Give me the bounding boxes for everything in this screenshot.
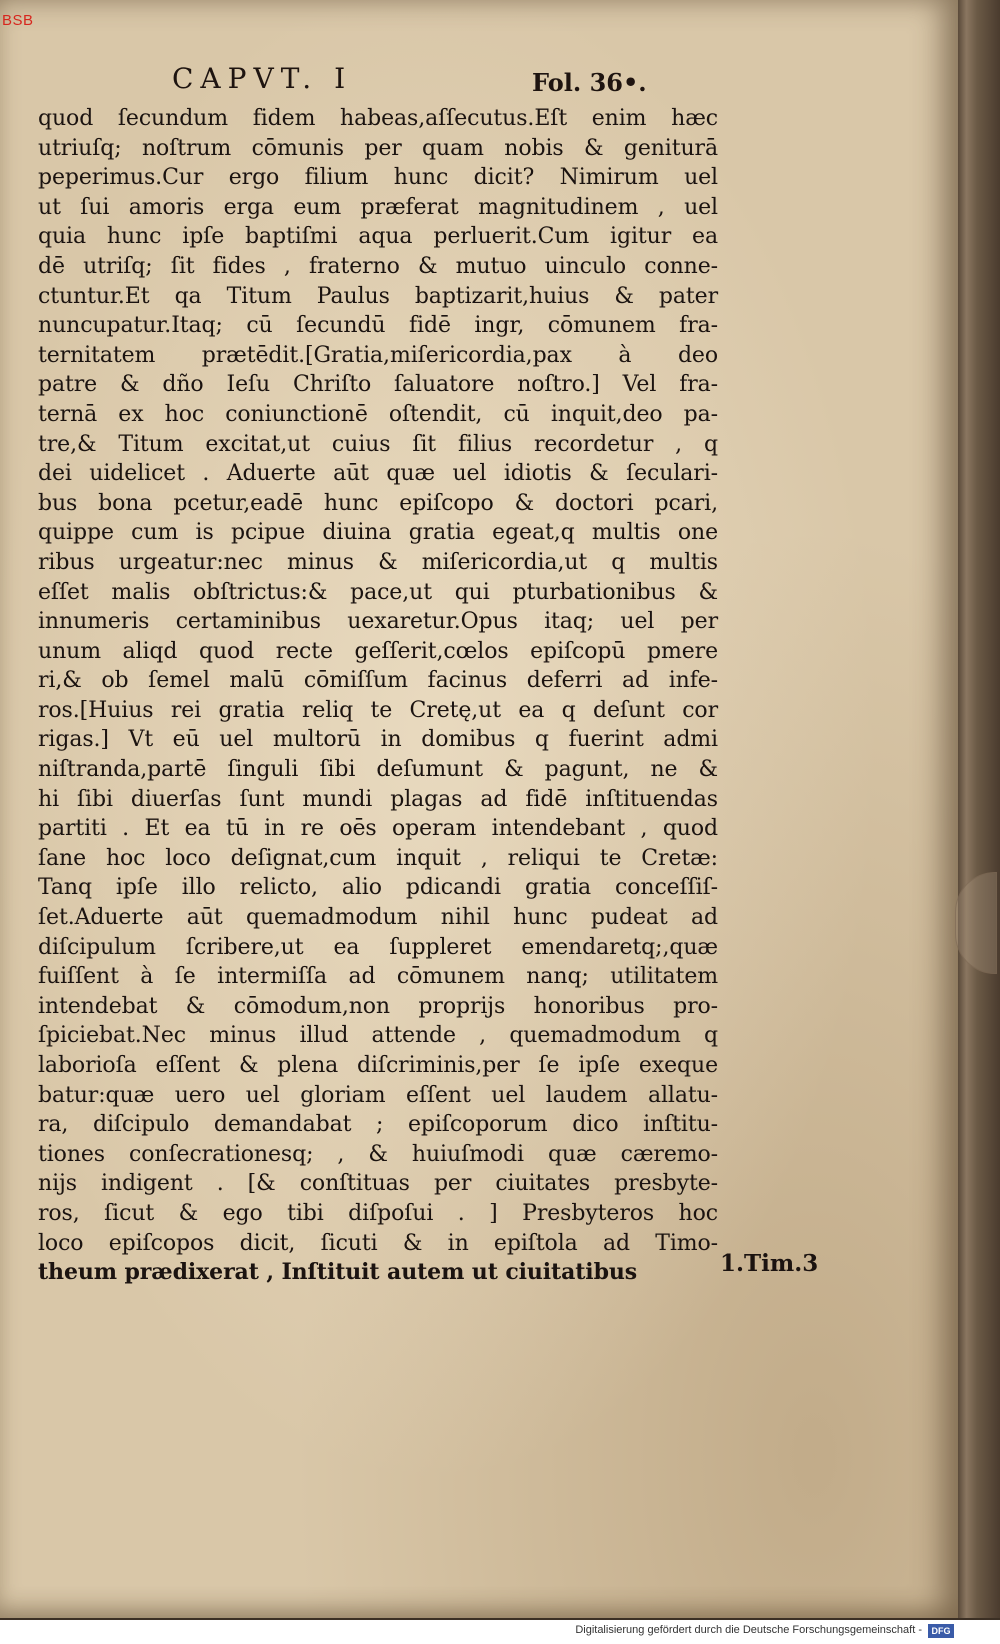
text-line: eſſet malis obſtrictus:& pace,ut qui pturbationibus & — [38, 579, 718, 605]
page-fore-edge — [958, 0, 1000, 1618]
folio-number: Fol. 36•. — [532, 68, 647, 97]
text-line: bus bona pcetur,eadē hunc epiſcopo & doctori pcari, — [38, 490, 718, 516]
text-line: ros, ſicut & ego tibi diſpoſui . ] Presbyteros hoc — [38, 1200, 718, 1226]
text-line: ros.[Huius rei gratia reliq te Cretę,ut ea q deſunt cor — [38, 697, 718, 723]
text-line: dei uidelicet . Aduerte aūt quæ uel idiotis & ſeculari- — [38, 461, 718, 487]
text-line: innumeris certaminibus uexaretur.Opus itaq; uel per — [38, 609, 718, 635]
text-line: quod ſecundum fidem habeas,aſſecutus.Eſt enim hæc — [38, 106, 718, 131]
running-head — [172, 62, 692, 102]
text-line: diſcipulum ſcribere,ut ea ſuppleret emendaretq;,quæ — [38, 934, 718, 960]
text-line: tre,& Titum excitat,ut cuius ſit filius recordetur , q — [38, 431, 718, 457]
text-line: intendebat & cōmodum,non proprijs honoribus pro- — [38, 993, 718, 1019]
text-line: ſpiciebat.Nec minus illud attende , quemadmodum q — [38, 1023, 718, 1049]
text-line: ctuntur.Et qa Titum Paulus baptizarit,huius & pater — [38, 283, 718, 309]
text-line: laborioſa eſſent & plena diſcriminis,per ſe ipſe exeque — [38, 1053, 718, 1078]
text-line: batur:quæ uero uel gloriam eſſent uel laudem allatu- — [38, 1082, 718, 1108]
text-line: ſet.Aduerte aūt quemadmodum nihil hunc pudeat ad — [38, 905, 718, 931]
text-line: Tanq ipſe illo relicto, alio pdicandi gratia conceſſiſ- — [38, 875, 718, 901]
text-line: unum aliqd quod recte geſſerit,cœlos epiſcopū pmere — [38, 638, 718, 664]
text-line: partiti . Et ea tū in re oēs operam intendebant , quod — [38, 816, 718, 842]
marginal-note: 1.Tim.3 — [720, 1250, 819, 1277]
library-mark: BSB — [2, 12, 34, 29]
text-line: quippe cum is pcipue diuina gratia egeat,q multis one — [38, 520, 718, 546]
text-line: ut ſui amoris erga eum præferat magnitudinem , uel — [38, 194, 718, 220]
funder-logo: DFG — [928, 1624, 954, 1638]
text-line: fuiſſent à ſe intermiſſa ad cōmunem nanq; utilitatem — [38, 964, 718, 990]
text-line: utriuſq; noſtrum cōmunis per quam nobis & geniturā — [38, 135, 718, 161]
text-line: peperimus.Cur ergo filium hunc dicit? Nimirum uel — [38, 165, 718, 191]
text-line: ribus urgeatur:nec minus & miſericordia,ut q multis — [38, 549, 718, 575]
text-line: rigas.] Vt eū uel multorū in domibus q fuerint admi — [38, 727, 718, 753]
text-line: quia hunc ipſe baptiſmi aqua perluerit.Cum igitur ea — [38, 224, 718, 250]
text-line: loco epiſcopos dicit, ſicuti & in epiſtola ad Timo- — [38, 1230, 718, 1256]
footer-bar — [0, 1620, 1000, 1644]
text-line: nijs indigent . [& conſtituas per ciuitates presbyte- — [38, 1171, 718, 1197]
chapter-label: CAPVT. I — [172, 62, 353, 95]
text-line: theum prædixerat , Inſtituit autem ut ciuitatibus — [38, 1259, 638, 1286]
text-line: dē utriſq; ſit fides , fraterno & mutuo uinculo conne- — [38, 253, 718, 279]
text-line: hi ſibi diuerſas ſunt mundi plagas ad fidē inſtituendas — [38, 786, 718, 812]
text-line: ternā ex hoc coniunctionē oſtendit, cū inquit,deo pa- — [38, 401, 718, 427]
text-line: ternitatem prætēdit.[Gratia,miſericordia,pax à deo — [38, 342, 718, 368]
text-line: ſane hoc loco deſignat,cum inquit , reliqui te Cretæ: — [38, 845, 718, 871]
text-line: tiones conſecrationesq; , & huiuſmodi quæ cæremo- — [38, 1141, 718, 1167]
footer-credit: Digitalisierung gefördert durch die Deutsche Forschungsgemeinschaft - — [575, 1624, 922, 1636]
text-line: patre & dño Ieſu Chriſto ſaluatore noſtro.] Vel fra- — [38, 372, 718, 398]
text-line: ri,& ob ſemel malū cōmiſſum facinus deferri ad infe- — [38, 668, 718, 694]
text-line: ra, diſcipulo demandabat ; epiſcoporum dico inſtitu- — [38, 1112, 718, 1138]
body-text — [38, 104, 718, 1288]
text-line: niſtranda,partē ſinguli ſibi deſumunt & pagunt, ne & — [38, 757, 718, 783]
text-line: nuncupatur.Itaq; cū ſecundū fidē ingr, cōmunem fra- — [38, 313, 718, 339]
